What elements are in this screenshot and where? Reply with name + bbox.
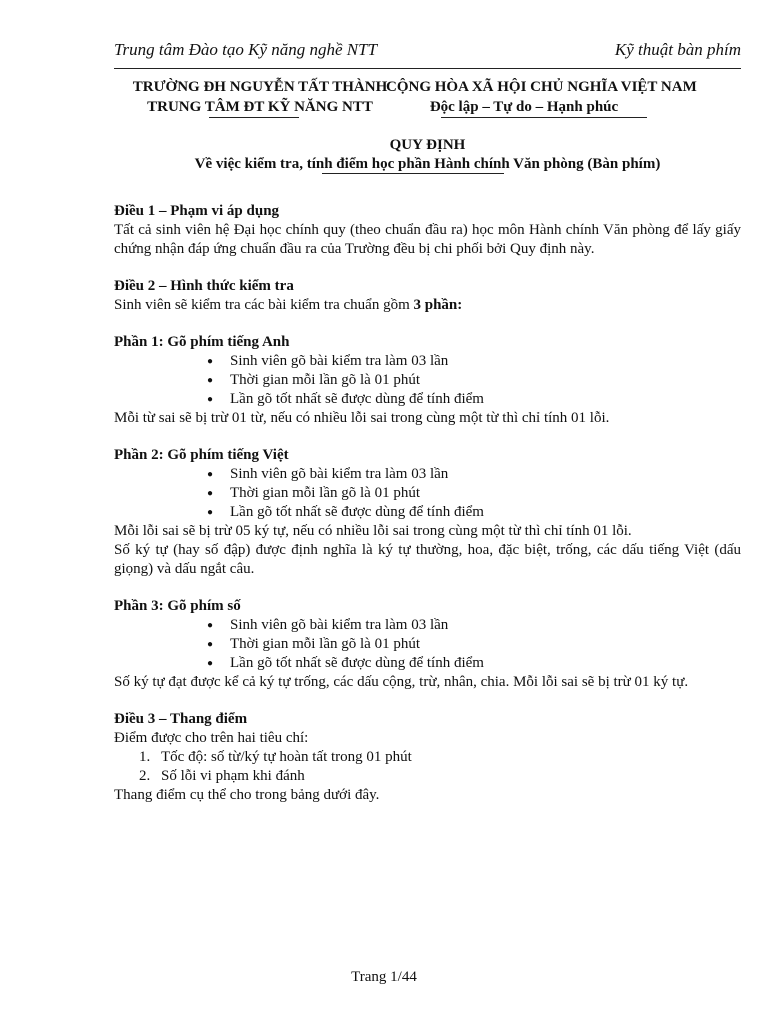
document-title: QUY ĐỊNH	[389, 137, 466, 153]
motto-underline	[441, 117, 647, 118]
article-2-heading: Điều 2 – Hình thức kiểm tra	[114, 278, 294, 294]
part-3-note: Số ký tự đạt được kể cả ký tự trống, các dấu cộng, trừ, nhân, chia. Mỗi lỗi sai sẽ bị trừ 01 ký tự.	[114, 674, 689, 690]
criteria-list	[114, 748, 741, 786]
part-1-note: Mỗi từ sai sẽ bị trừ 01 từ, nếu có nhiều lỗi sai trong cùng một từ thì chỉ tính 01 lỗi.	[114, 410, 610, 426]
list-item: ● Sinh viên gõ bài kiểm tra làm 03 lần	[114, 465, 741, 484]
list-item: ● Lần gõ tốt nhất sẽ được dùng để tính điểm	[114, 503, 741, 522]
criteria-number: 1.	[139, 749, 151, 765]
institution-block	[130, 77, 390, 117]
document-subtitle: Về việc kiểm tra, tính điểm học phần Hành chính Văn phòng (Bàn phím)	[194, 156, 661, 172]
article-2-intro-text: Sinh viên sẽ kiểm tra các bài kiểm tra chuẩn gồm	[114, 297, 414, 313]
article-1	[114, 202, 741, 259]
part-2-definition: Số ký tự (hay số đập) được định nghĩa là ký tự thường, hoa, đặc biệt, trống, các dấu tiếng Việt (dấu giọng) và dấu ngắt câu.	[114, 542, 741, 577]
part-1	[114, 333, 741, 428]
running-header-right: Kỹ thuật bàn phím	[614, 40, 741, 59]
criteria-number: 2.	[139, 768, 151, 784]
list-item: ● Lần gõ tốt nhất sẽ được dùng để tính điểm	[114, 390, 741, 409]
list-item: ● Lần gõ tốt nhất sẽ được dùng để tính điểm	[114, 654, 741, 673]
part-2-bullet-list	[114, 465, 741, 522]
article-2	[114, 277, 741, 315]
list-item: ● Thời gian mỗi lần gõ là 01 phút	[114, 371, 741, 390]
part-3	[114, 597, 741, 692]
list-item: ● Sinh viên gõ bài kiểm tra làm 03 lần	[114, 616, 741, 635]
part-3-heading: Phần 3: Gõ phím số	[114, 598, 241, 614]
article-2-intro-bold: 3 phần:	[413, 297, 463, 313]
running-header-left: Trung tâm Đào tạo Kỹ năng nghề NTT	[114, 40, 378, 59]
list-item: ● Thời gian mỗi lần gõ là 01 phút	[114, 635, 741, 654]
university-name: TRƯỜNG ĐH NGUYỄN TẤT THÀNH	[132, 79, 388, 95]
document-body	[114, 202, 741, 805]
article-2-intro	[114, 296, 741, 315]
national-motto: Độc lập – Tự do – Hạnh phúc	[429, 99, 619, 115]
part-2-heading: Phần 2: Gõ phím tiếng Việt	[114, 447, 289, 463]
criteria-text: Tốc độ: số từ/ký tự hoàn tất trong 01 phút	[161, 749, 412, 765]
article-1-text: Tất cả sinh viên hệ Đại học chính quy (theo chuẩn đầu ra) học môn Hành chính Văn phòng để lấy giấy chứng nhận đáp ứng chuẩn đầu ra của Trường đều bị chi phối bởi Quy định này.	[114, 222, 741, 257]
list-item: ● Sinh viên gõ bài kiểm tra làm 03 lần	[114, 352, 741, 371]
article-3-intro: Điểm được cho trên hai tiêu chí:	[114, 730, 309, 746]
part-3-bullet-list	[114, 616, 741, 673]
article-3-heading: Điều 3 – Thang điểm	[114, 711, 248, 727]
running-header	[114, 40, 741, 69]
list-item: ● Thời gian mỗi lần gõ là 01 phút	[114, 484, 741, 503]
part-2-note: Mỗi lỗi sai sẽ bị trừ 05 ký tự, nếu có nhiều lỗi sai trong cùng một từ thì chỉ tính 01 lỗi.	[114, 523, 632, 539]
institution-underline	[209, 117, 299, 118]
title-underline	[322, 173, 504, 174]
part-2	[114, 446, 741, 579]
article-1-heading: Điều 1 – Phạm vi áp dụng	[114, 203, 280, 219]
list-item	[114, 748, 741, 767]
page-number: Trang 1/44	[351, 969, 417, 985]
article-3	[114, 710, 741, 805]
document-title-block	[114, 136, 741, 174]
list-item	[114, 767, 741, 786]
criteria-text: Số lỗi vi phạm khi đánh	[161, 768, 305, 784]
center-name: TRUNG TÂM ĐT KỸ NĂNG NTT	[147, 99, 373, 115]
country-name: CỘNG HÒA XÃ HỘI CHỦ NGHĨA VIỆT NAM	[386, 79, 697, 95]
part-1-heading: Phần 1: Gõ phím tiếng Anh	[114, 334, 290, 350]
part-1-bullet-list	[114, 352, 741, 409]
national-motto-block	[386, 77, 697, 117]
article-3-outro: Thang điểm cụ thể cho trong bảng dưới đây.	[114, 787, 380, 803]
